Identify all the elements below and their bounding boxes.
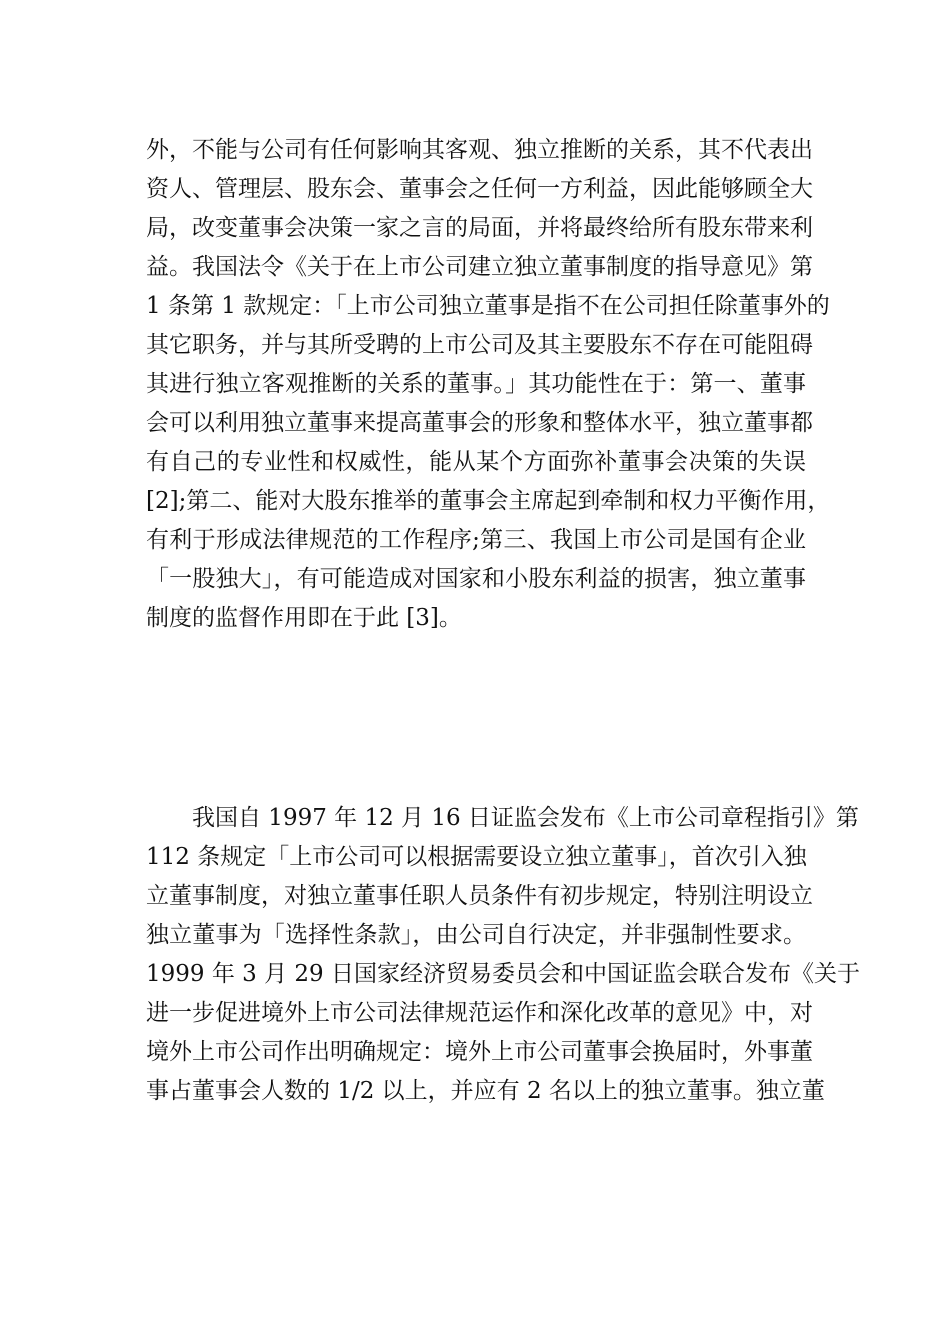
text-line: 会可以利用独立董事来提高董事会的形象和整体水平，独立董事都 (146, 410, 813, 436)
text-line: 局，改变董事会决策一家之言的局面，并将最终给所有股东带来利 (146, 215, 813, 241)
text-line: 资人、管理层、股东会、董事会之任何一方利益，因此能够顾全大 (146, 176, 813, 202)
text-line: 事占董事会人数的 1/2 以上，并应有 2 名以上的独立董事。独立董 (146, 1078, 825, 1104)
text-line: 1 条第 1 款规定：「上市公司独立董事是指不在公司担任除董事外的 (146, 293, 830, 319)
text-line: 外，不能与公司有任何影响其客观、独立推断的关系，其不代表出 (146, 137, 813, 163)
text-line: 境外上市公司作出明确规定：境外上市公司董事会换届时，外事董 (146, 1039, 813, 1065)
text-line: 进一步促进境外上市公司法律规范运作和深化改革的意见》中，对 (146, 1000, 813, 1026)
text-line: 「一股独大」，有可能造成对国家和小股东利益的损害，独立董事 (146, 566, 806, 592)
paragraph-regulatory-history (146, 799, 860, 1111)
text-line: 其进行独立客观推断的关系的董事。」其功能性在于：第一、董事 (146, 371, 806, 397)
text-line: 有利于形成法律规范的工作程序;第三、我国上市公司是国有企业 (146, 527, 806, 553)
text-line: 益。我国法令《关于在上市公司建立独立董事制度的指导意见》第 (146, 254, 813, 280)
text-line: 1999 年 3 月 29 日国家经济贸易委员会和中国证监会联合发布《关于 (146, 961, 860, 987)
paragraph-independent-director-function (146, 131, 831, 638)
text-line: [2];第二、能对大股东推举的董事会主席起到牵制和权力平衡作用， (146, 488, 831, 514)
text-line: 其它职务，并与其所受聘的上市公司及其主要股东不存在可能阻碍 (146, 332, 813, 358)
text-line: 有自己的专业性和权威性，能从某个方面弥补董事会决策的失误 (146, 449, 806, 475)
text-line-indented: 我国自 1997 年 12 月 16 日证监会发布《上市公司章程指引》第 (192, 805, 859, 831)
text-line: 制度的监督作用即在于此 [3]。 (146, 605, 462, 631)
text-line: 112 条规定「上市公司可以根据需要设立独立董事」，首次引入独 (146, 844, 807, 870)
text-line: 独立董事为「选择性条款」，由公司自行决定，并非强制性要求。 (146, 922, 806, 948)
text-line: 立董事制度，对独立董事任职人员条件有初步规定，特别注明设立 (146, 883, 813, 909)
